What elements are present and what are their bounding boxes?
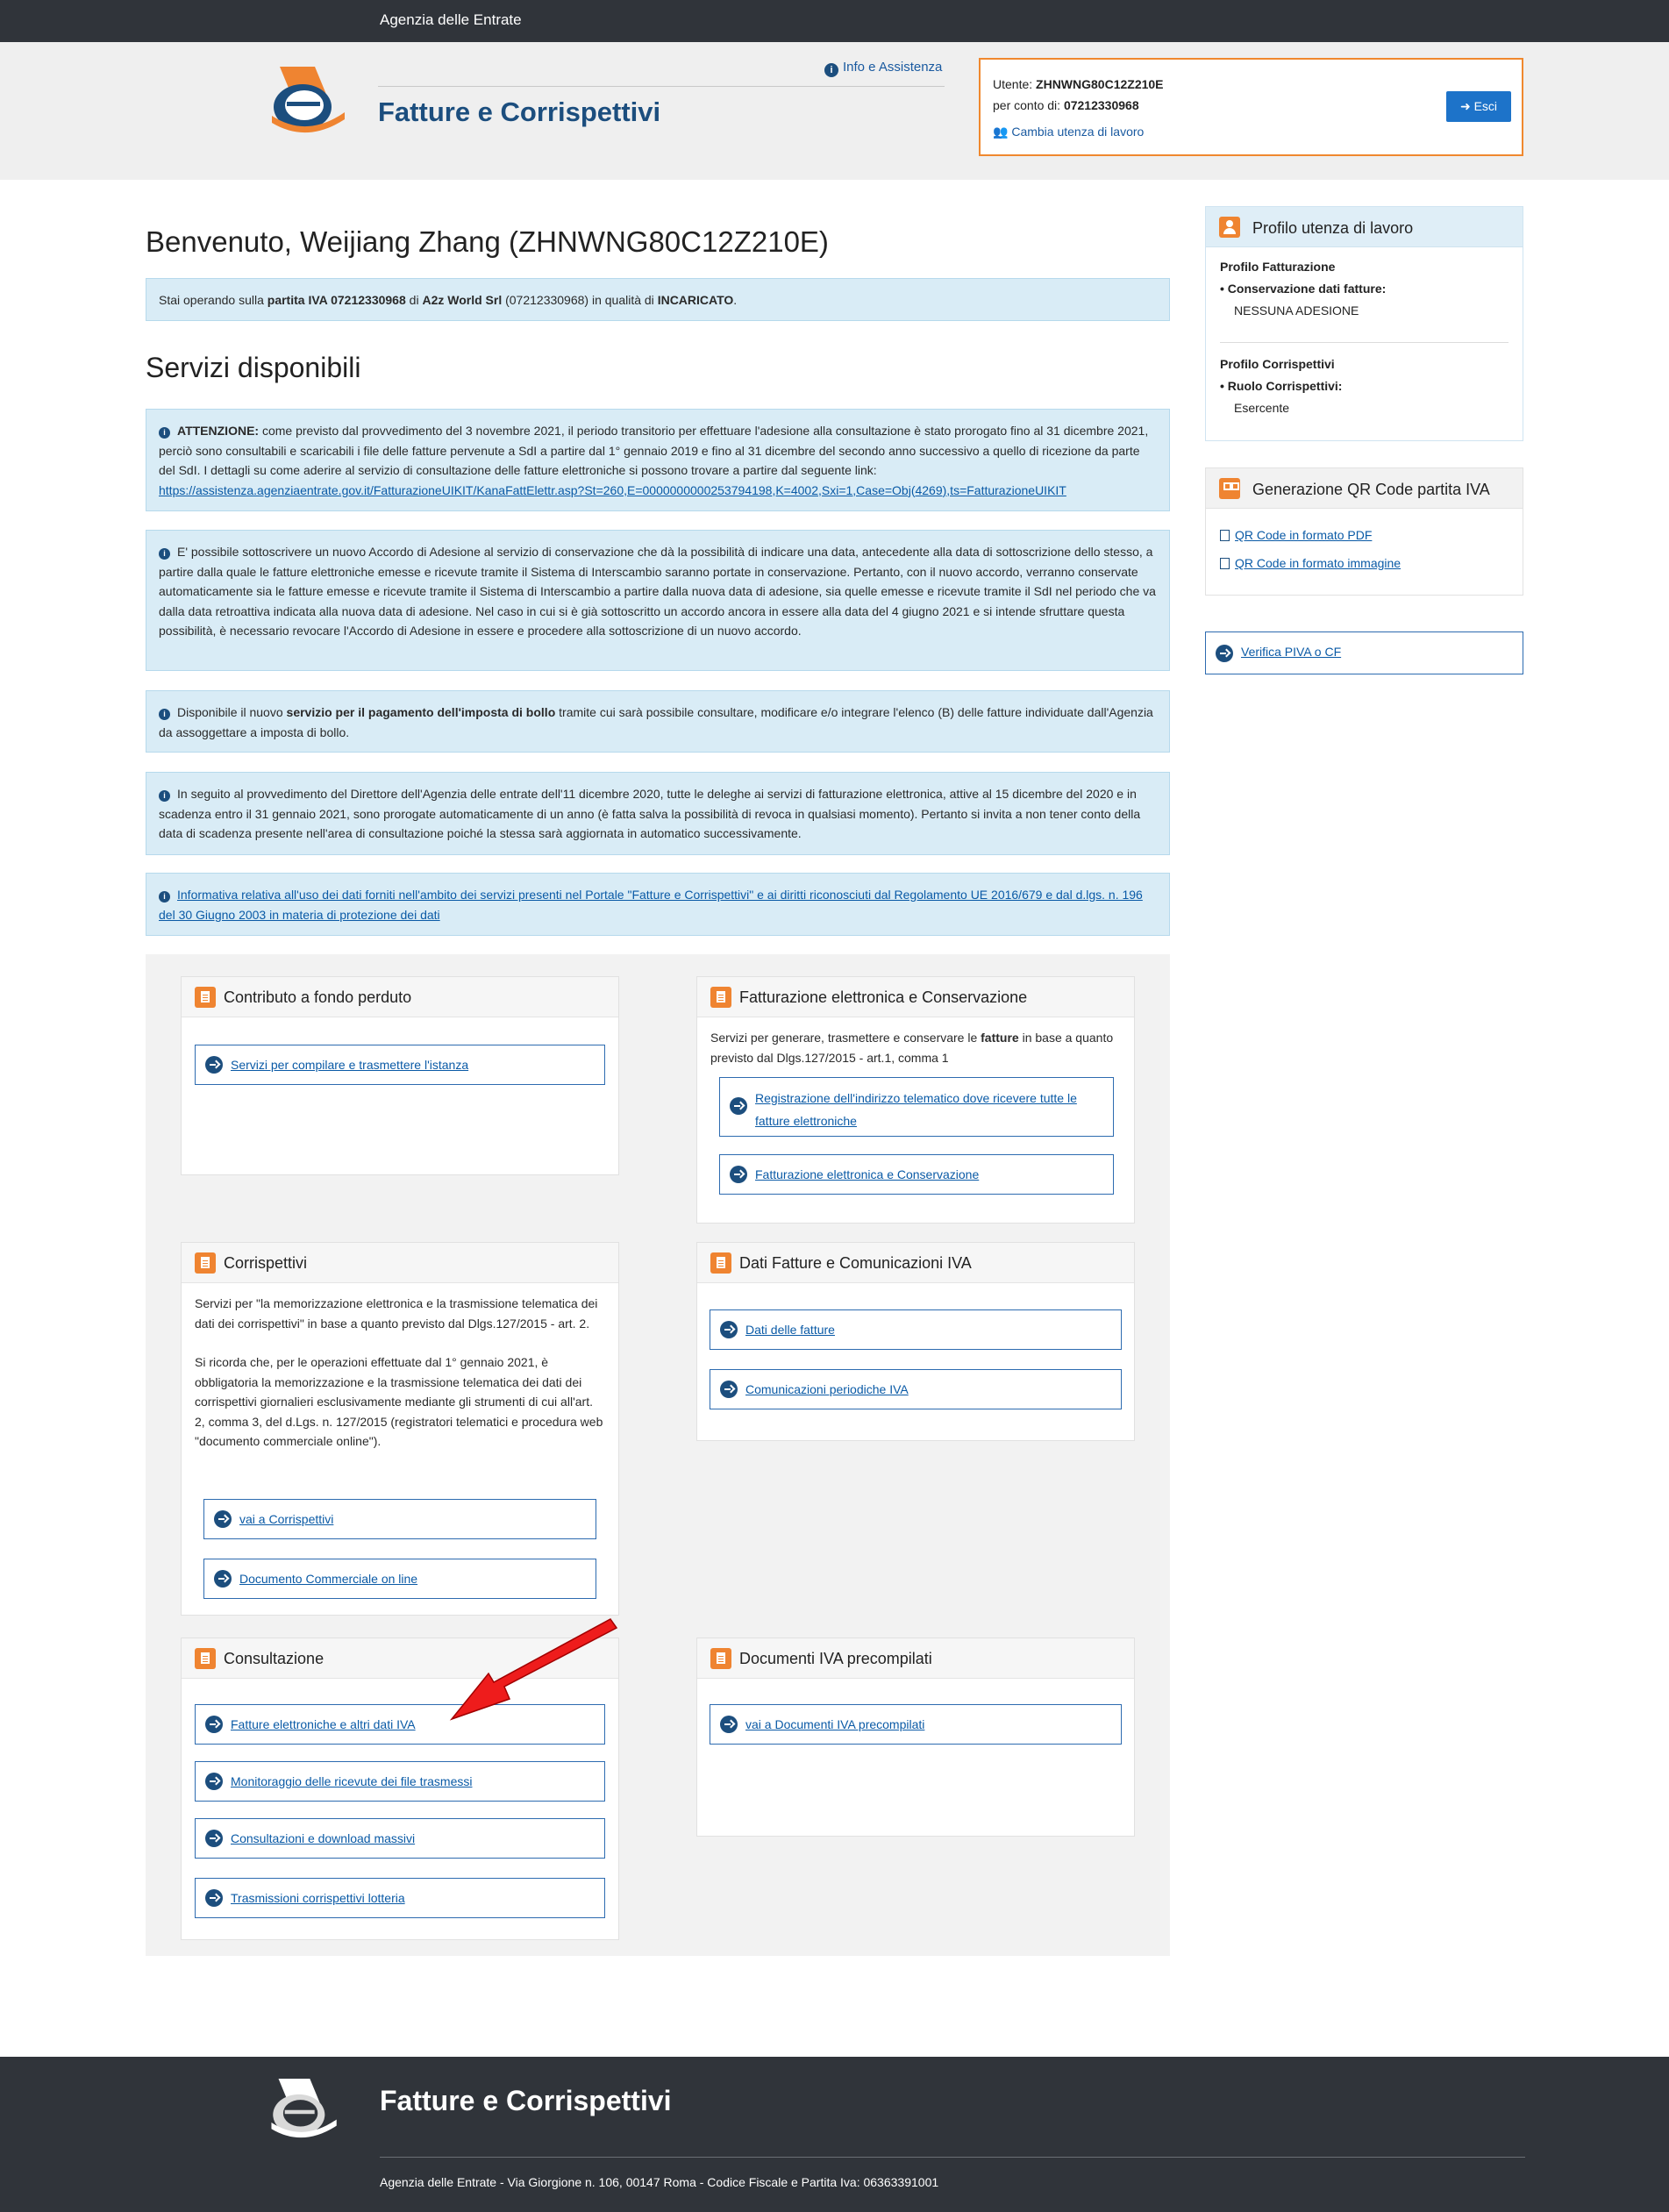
image-file-icon [1220,558,1230,569]
switch-user-label: Cambia utenza di lavoro [1011,125,1145,139]
desc-pre: Servizi per generare, trasmettere e conservare le [710,1031,981,1045]
arrow-right-icon [720,1381,738,1398]
link-corrispettivi-lotteria[interactable] [195,1878,605,1918]
link-label: Documento Commerciale on line [239,1572,418,1586]
card-header [697,977,1134,1017]
document-icon [710,1252,731,1274]
header [0,42,1669,180]
link-label: Trasmissioni corrispettivi lotteria [231,1891,405,1905]
card-dati-fatture [696,1242,1135,1441]
notice-mid: di [405,293,423,307]
alert-lead: ATTENZIONE: [177,424,260,438]
user-icon [1219,217,1240,238]
document-icon [710,1648,731,1669]
footer-logo [267,2071,342,2145]
card-header [697,1243,1134,1283]
link-download-massivi[interactable] [195,1818,605,1859]
link-label: vai a Documenti IVA precompilati [745,1717,925,1731]
arrow-right-icon [730,1097,747,1115]
alert-link[interactable]: https://assistenza.agenziaentrate.gov.it/FatturazioneUIKIT/KanaFattElettr.asp?St=260,E=0000000000253794198,K=4002,Sxi=1,Case=Obj(4269),ts=FatturazioneUIKIT [159,482,1066,497]
profile-corrispettivi-item: • Ruolo Corrispettivi: [1220,379,1343,393]
profile-card-header [1206,207,1523,247]
card-header [182,977,618,1017]
card-description [182,1283,618,1462]
alert-text: E' possibile sottoscrivere un nuovo Accordo di Adesione al servizio di conservazione che dà la possibilità di indicare una data, antecedente alla data di sottoscrizione dello stesso, a partire dalla quale le fatture elettroniche emesse e ricevute tramite il Sistema di Interscambio saranno portate in conservazione. Pertanto, con il nuovo accordo, verranno conservate automaticamente sia le fatture emesse e ricevute tramite il Sistema di Interscambio a partire dalla nuova data di adesione, sia quelle emesse e ricevute tramite il SdI nel periodo che va dalla data retroattiva indicata alla nuova data di adesione. Nel caso in cui si è già sottoscritto un accordo ancora in essere alla data del 4 giugno 2021 e si intende sfruttare questa possibilità, è necessario revocare l'Accordo di Adesione in essere e procedere alla sottoscrizione di un nuovo accordo. [159,545,1156,638]
desc-bold: fatture [981,1031,1019,1045]
alert-bollo [146,690,1170,753]
arrow-right-icon [1216,645,1233,662]
alert-bold: servizio per il pagamento dell'imposta di bollo [286,705,556,719]
alert-attention [146,409,1170,511]
exit-button[interactable] [1446,91,1511,122]
header-divider [378,86,945,87]
profile-card-body [1206,247,1523,428]
arrow-right-icon [214,1570,232,1588]
link-label: Fatturazione elettronica e Conservazione [755,1167,980,1181]
operating-notice [146,278,1170,321]
info-icon: i [159,427,170,439]
card-title: Consultazione [224,1650,325,1667]
notice-end: . [733,293,738,307]
user-value: ZHNWNG80C12Z210E [1036,77,1164,91]
card-header [697,1638,1134,1679]
qr-image-link[interactable]: QR Code in formato immagine [1235,556,1402,570]
verify-link-label: Verifica PIVA o CF [1241,645,1342,659]
link-label: Dati delle fatture [745,1323,835,1337]
arrow-right-icon [205,1830,223,1847]
qr-card [1205,467,1523,596]
desc-paragraph-2: Si ricorda che, per le operazioni effettuate dal 1° gennaio 2021, è obbligatoria la memorizzazione e la trasmissione telematica dei dati dei corrispettivi giornalieri esclusivamente mediante gli strumenti di cui all'art. 2, comma 3, del d.Lgs. n. 127/2015 (registratori telematici e procedura web "documento commerciale online"). [195,1355,603,1448]
link-label: vai a Corrispettivi [239,1512,334,1526]
link-monitoraggio-ricevute[interactable] [195,1761,605,1802]
switch-user-link[interactable] [993,125,1144,139]
pdf-file-icon [1220,530,1230,541]
profile-fatturazione-title: Profilo Fatturazione [1220,260,1336,274]
card-fatturazione [696,976,1135,1224]
alert-conservazione [146,530,1170,671]
fatturazione-item-value: NESSUNA ADESIONE [1234,303,1359,318]
info-icon: i [159,891,170,903]
link-documenti-iva-precompilati[interactable] [710,1704,1122,1745]
info-icon: i [824,63,838,77]
profile-corrispettivi-title: Profilo Corrispettivi [1220,357,1335,371]
card-corrispettivi [181,1242,619,1616]
link-label: Servizi per compilare e trasmettere l'istanza [231,1058,469,1072]
services-heading: Servizi disponibili [146,352,361,383]
link-label: Consultazioni e download massivi [231,1831,416,1845]
profile-divider [1220,342,1509,343]
profile-fatturazione-item: • Conservazione dati fatture: [1220,282,1387,296]
privacy-link[interactable]: Informativa relativa all'uso dei dati forniti nell'ambito dei servizi presenti nel Portale "Fatture e Corrispettivi" e ai diritti riconosciuti dal Regolamento UE 2016/679 e dal d.lgs. n. 196 del 30 Giugno 2003 in materia di protezione dei dati [159,888,1143,922]
arrow-right-icon [205,1056,223,1074]
link-label: Comunicazioni periodiche IVA [745,1382,909,1396]
document-icon [195,1252,216,1274]
info-icon: i [159,709,170,720]
profile-card [1205,206,1523,441]
link-fatturazione-conservazione[interactable] [719,1154,1114,1195]
exit-label: Esci [1473,99,1498,113]
info-icon: i [159,548,170,560]
exit-icon: ➜ [1459,99,1471,113]
arrow-right-icon [720,1716,738,1733]
profile-title: Profilo utenza di lavoro [1252,219,1414,237]
notice-company-code: (07212330968) in qualità di [502,293,658,307]
qr-title: Generazione QR Code partita IVA [1252,481,1490,498]
arrow-right-icon [205,1889,223,1907]
card-title: Fatturazione elettronica e Conservazione [739,988,1028,1006]
link-documento-commerciale[interactable] [203,1559,596,1599]
link-comunicazioni-iva[interactable] [710,1369,1122,1409]
fatturazione-item-label: Conservazione dati fatture: [1227,282,1387,296]
card-title: Contributo a fondo perduto [224,988,412,1006]
alert-text: In seguito al provvedimento del Direttore dell'Agenzia delle entrate dell'11 dicembre 2020, tutte le deleghe ai servizi di fatturazione elettronica, attive al 15 dicembre del 2020 e in scadenza entro il 31 gennaio 2021, sono prorogate automaticamente di un anno (è fatta salva la possibilità di revoca in qualsiasi momento). Pertanto si invita a non tener conto della data di scadenza presente nell'area di consultazione poiché la stessa sarà aggiornata in automatico successivamente. [159,787,1141,840]
link-servizi-istanza[interactable] [195,1045,605,1085]
arrow-right-icon [205,1773,223,1790]
info-icon: i [159,790,170,802]
card-title: Documenti IVA precompilati [739,1650,932,1667]
welcome-heading: Benvenuto, Weijiang Zhang (ZHNWNG80C12Z210E) [146,225,829,258]
info-link-label: Info e Assistenza [843,60,943,75]
arrow-right-icon [720,1321,738,1338]
alert-pre: Disponibile il nuovo [177,705,287,719]
footer-divider [380,2157,1525,2158]
notice-pre: Stai operando sulla [159,293,267,307]
desc-post: in base a quanto previsto dal Dlgs.127/2015 - art.1, comma 1 [710,1031,1114,1065]
link-label: Monitoraggio delle ricevute dei file trasmessi [231,1774,473,1788]
corrispettivi-item-value: Esercente [1234,401,1290,415]
footer-title: Fatture e Corrispettivi [380,2085,672,2116]
on-behalf-value: 07212330968 [1063,98,1139,112]
document-icon [710,987,731,1008]
on-behalf-label: per conto di: [993,98,1061,112]
users-icon: 👥 [993,125,1009,139]
link-vai-corrispettivi[interactable] [203,1499,596,1539]
link-registrazione-indirizzo[interactable] [719,1077,1114,1137]
arrow-right-icon [214,1510,232,1528]
top-bar [0,0,1669,42]
user-label: Utente: [993,77,1033,91]
card-contributo [181,976,619,1175]
red-arrow-annotation [443,1616,618,1730]
card-title: Corrispettivi [224,1254,308,1272]
qr-card-header [1206,468,1523,509]
card-header [182,1243,618,1283]
link-label: Registrazione dell'indirizzo telematico dove ricevere tutte le fatture elettroniche [755,1091,1077,1128]
alert-deleghe [146,772,1170,855]
corrispettivi-item-label: Ruolo Corrispettivi: [1227,379,1343,393]
notice-piva: partita IVA 07212330968 [267,293,406,307]
alert-text: come previsto dal provvedimento del 3 novembre 2021, il periodo transitorio per effettuare l'adesione alla consultazione è stato prorogato fino al 31 dicembre 2021, perciò sono consultabili e scaricabili i file delle fatture pervenute a SdI a partire dal 1° gennaio 2019 e fino al 31 dicembre del secondo anno successivo a quello di ricezione da parte del SdI. I dettagli su come aderire al servizio di consultazione delle fatture elettroniche si possono trovare a partire dal seguente link: [159,424,1149,477]
alert-privacy [146,873,1170,936]
app-title: Fatture e Corrispettivi [378,96,661,127]
info-assistance-link[interactable] [824,60,942,77]
qr-card-body [1206,509,1523,586]
notice-role: INCARICATO [657,293,734,307]
document-icon [195,987,216,1008]
arrow-right-icon [730,1166,747,1183]
notice-company: A2z World Srl [422,293,503,307]
card-description [697,1017,1134,1078]
agency-name: Agenzia delle Entrate [380,11,522,28]
card-documenti-iva [696,1638,1135,1837]
card-title: Dati Fatture e Comunicazioni IVA [739,1254,972,1272]
footer [0,2057,1669,2212]
services-grid [146,954,1170,1956]
user-box [979,58,1523,156]
verify-piva-link[interactable] [1205,631,1523,674]
document-icon [195,1648,216,1669]
agency-logo[interactable] [267,58,351,141]
qr-pdf-link[interactable]: QR Code in formato PDF [1235,528,1373,542]
arrow-right-icon [205,1716,223,1733]
link-dati-fatture[interactable] [710,1309,1122,1350]
alert-post: tramite cui sarà possibile consultare, modificare e/o integrare l'elenco (B) delle fatture individuate dall'Agenzia da assoggettare a imposta di bollo. [159,705,1153,739]
footer-address: Agenzia delle Entrate - Via Giorgione n. 106, 00147 Roma - Codice Fiscale e Partita Iva: 06363391001 [380,2175,939,2189]
desc-paragraph-1: Servizi per "la memorizzazione elettronica e la trasmissione telematica dei dati dei corrispettivi" in base a quanto previsto dal Dlgs.127/2015 - art. 2. [195,1296,598,1331]
link-label: Fatture elettroniche e altri dati IVA [231,1717,416,1731]
qr-code-icon [1219,478,1240,499]
